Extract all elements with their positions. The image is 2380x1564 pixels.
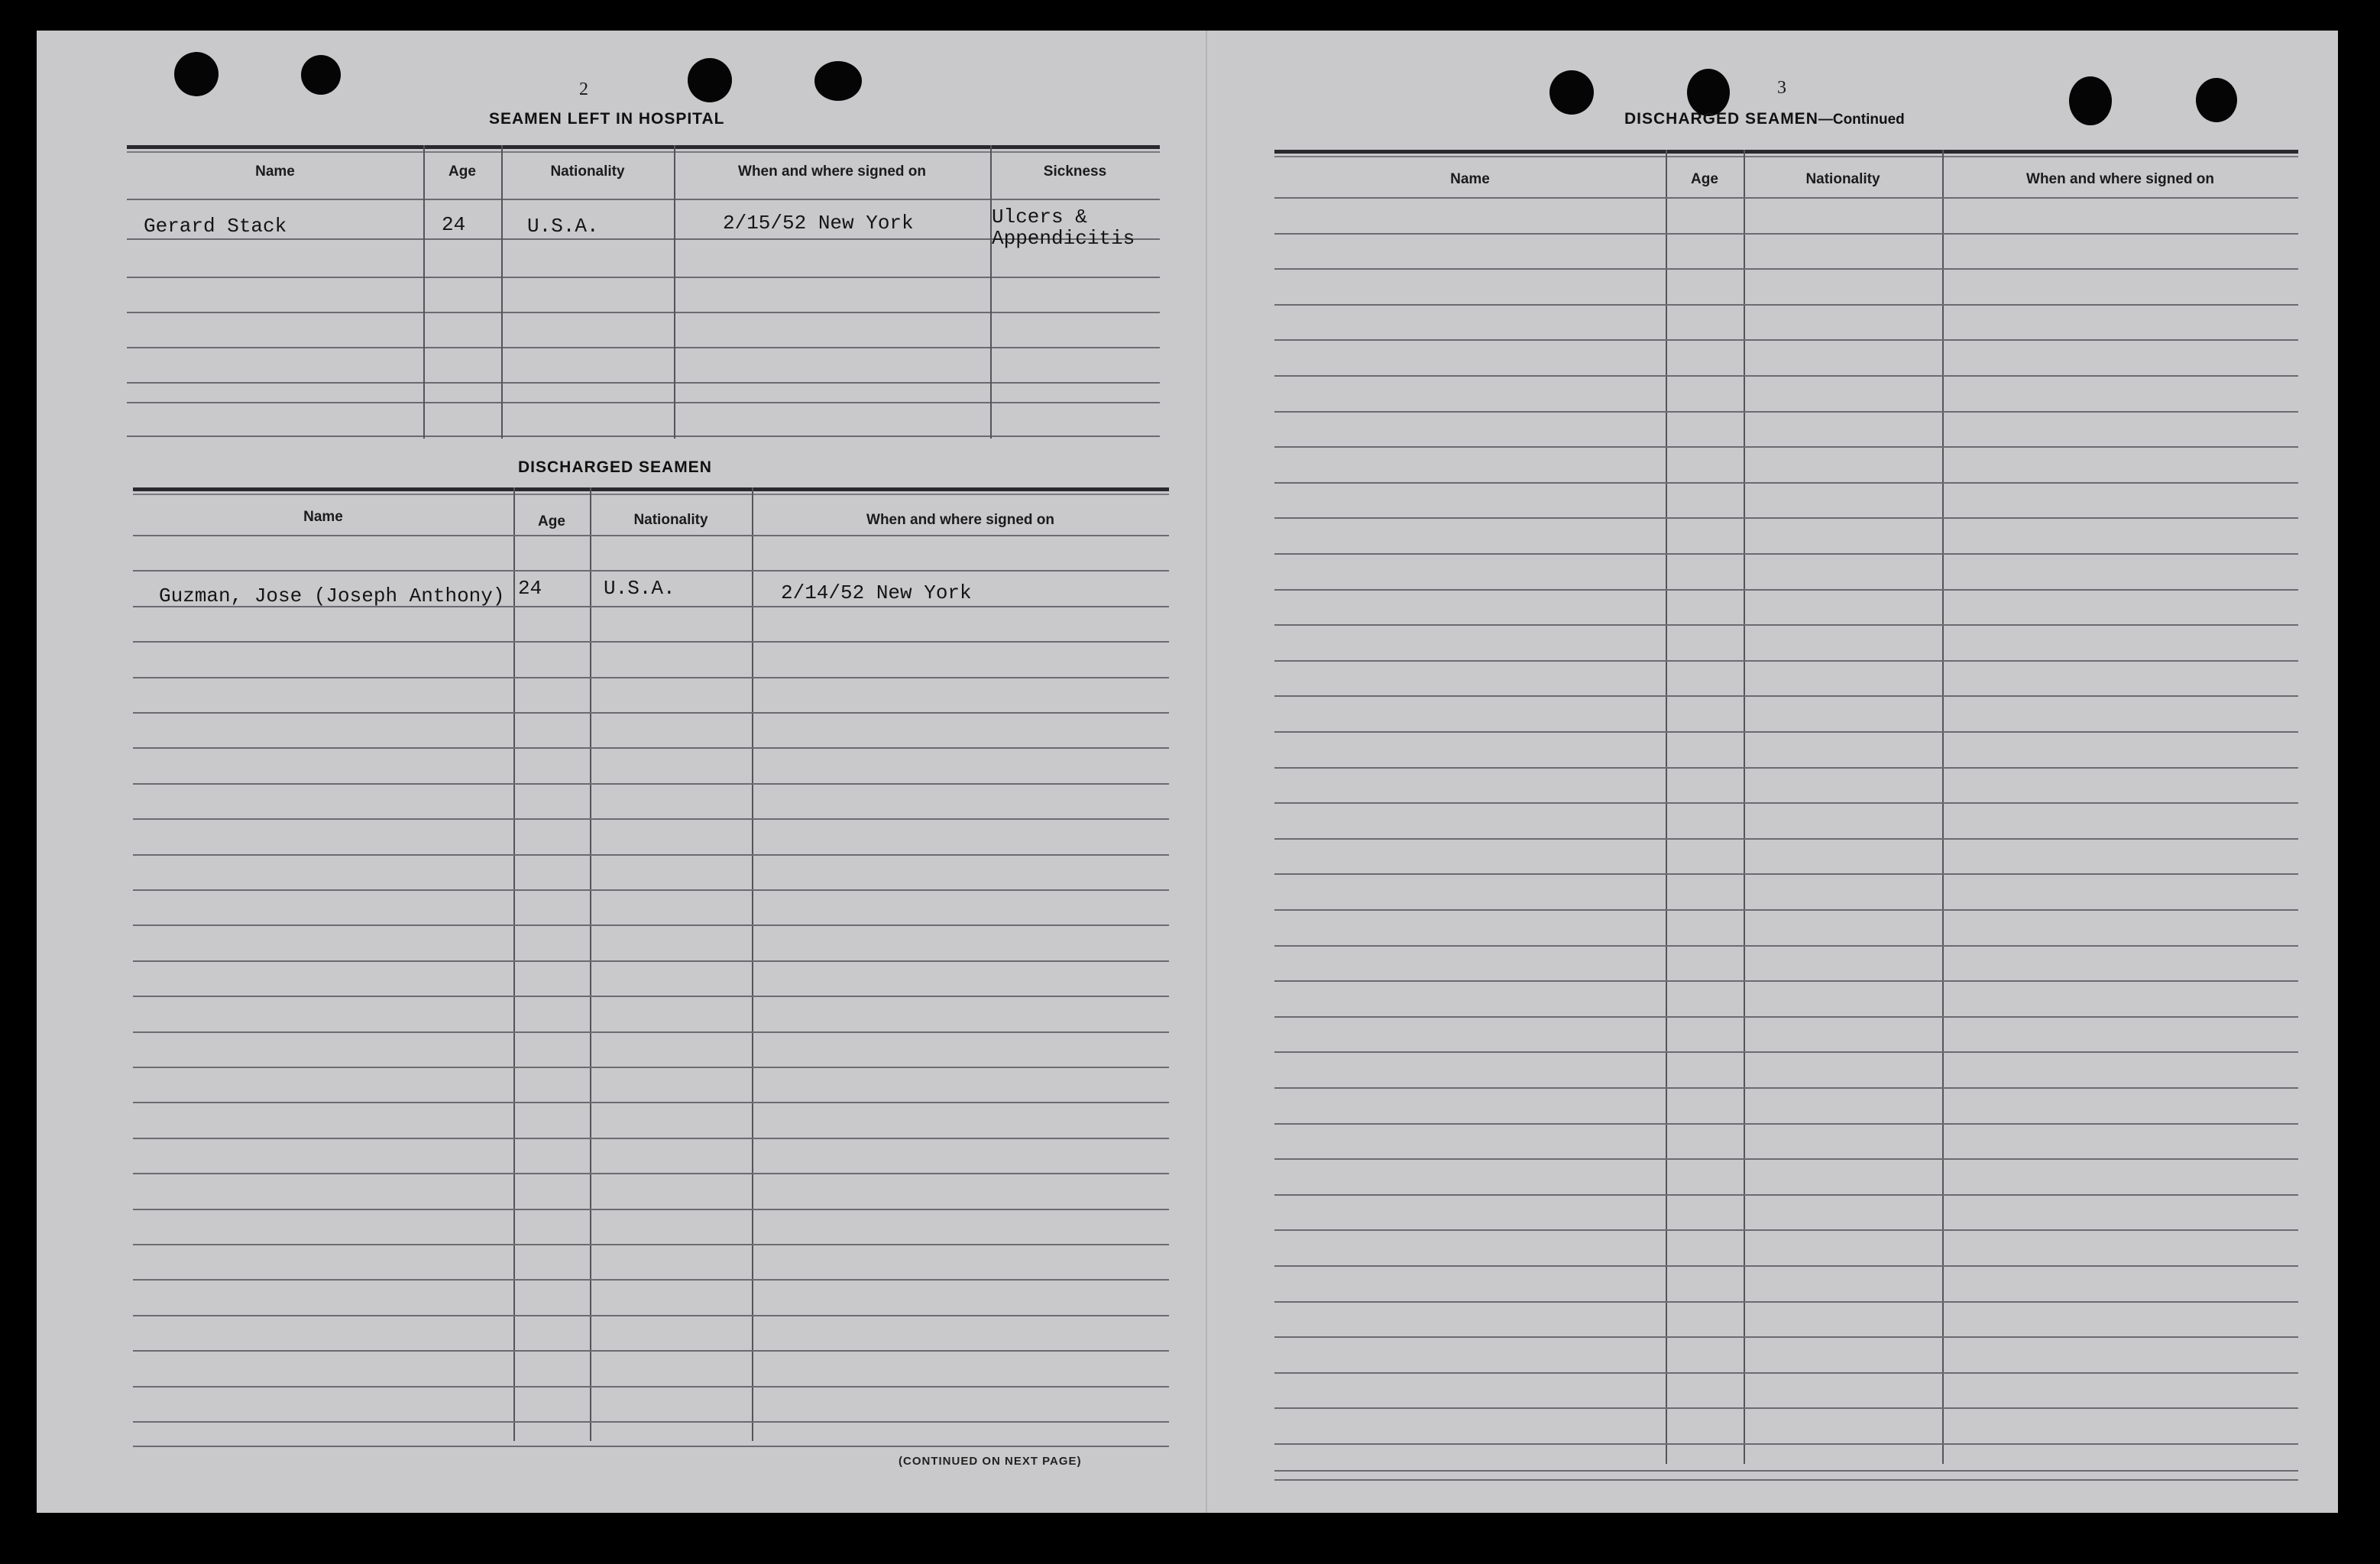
ruled-line <box>133 641 1169 643</box>
ruled-line <box>1274 1336 2298 1338</box>
ruled-line <box>133 677 1169 678</box>
ruled-line <box>133 1067 1169 1068</box>
ruled-line <box>133 1386 1169 1388</box>
ruled-line <box>133 1279 1169 1281</box>
ruled-line <box>1274 1051 2298 1053</box>
ruled-line <box>133 1350 1169 1352</box>
punch-hole <box>814 61 862 101</box>
ruled-line <box>1274 1443 2298 1445</box>
ruled-line <box>133 1138 1169 1139</box>
ruled-line <box>133 1315 1169 1316</box>
punch-hole <box>2196 78 2237 122</box>
ruled-line <box>1274 1372 2298 1374</box>
ruled-line <box>1274 197 2298 199</box>
ruled-line <box>133 818 1169 820</box>
punch-hole <box>301 55 341 95</box>
ruled-line <box>133 1031 1169 1033</box>
continued-footer: (CONTINUED ON NEXT PAGE) <box>899 1455 1082 1468</box>
ruled-line <box>1274 1194 2298 1196</box>
ruled-line <box>1274 802 2298 804</box>
ruled-line <box>1274 838 2298 840</box>
ruled-line <box>133 1209 1169 1210</box>
ruled-line <box>133 535 1169 536</box>
ruled-line <box>1274 233 2298 235</box>
ruled-line <box>133 783 1169 785</box>
ruled-line <box>133 1244 1169 1245</box>
punch-hole <box>2069 76 2112 125</box>
ruled-line <box>1274 731 2298 733</box>
hospital-row-age: 24 <box>442 213 466 236</box>
hospital-row-sickness-line2: Appendicitis <box>992 227 1135 250</box>
ruled-line <box>1274 1479 2298 1481</box>
ruled-line <box>1274 695 2298 697</box>
hospital-header-name: Name <box>255 164 295 180</box>
discharged-header-name: Name <box>303 509 343 525</box>
hospital-row-signed-on: 2/15/52 New York <box>723 212 914 235</box>
ruled-line <box>1274 268 2298 270</box>
ruled-line <box>1274 1123 2298 1125</box>
ruled-line <box>1274 1470 2298 1472</box>
ruled-line <box>1274 411 2298 413</box>
ruled-line <box>1274 1087 2298 1089</box>
page-number-right: 3 <box>1777 78 1786 98</box>
discharged-row-signed-on: 2/14/52 New York <box>781 581 972 604</box>
discharged-table <box>133 487 1169 1481</box>
continued-title-suffix: —Continued <box>1818 112 1905 128</box>
hospital-header-sickness: Sickness <box>1043 164 1107 180</box>
ruled-line <box>1274 767 2298 769</box>
ruled-line <box>1274 589 2298 591</box>
ruled-line <box>1274 517 2298 519</box>
continued-title-main: DISCHARGED SEAMEN <box>1624 110 1818 128</box>
ruled-line <box>1274 624 2298 626</box>
discharged-header-signed-on: When and where signed on <box>866 512 1054 528</box>
punch-hole <box>174 52 219 96</box>
hospital-header-signed-on: When and where signed on <box>738 164 926 180</box>
ruled-line <box>133 854 1169 856</box>
continued-header-signed-on: When and where signed on <box>2026 171 2214 187</box>
hospital-row-nationality: U.S.A. <box>527 215 599 238</box>
ruled-line <box>1274 1265 2298 1267</box>
ruled-line <box>133 996 1169 997</box>
discharged-header-age: Age <box>538 513 565 529</box>
continued-section-title <box>1624 110 1905 128</box>
punch-hole <box>688 58 732 102</box>
ruled-line <box>1274 482 2298 484</box>
hospital-header-age: Age <box>448 164 476 180</box>
document-sheet <box>37 31 2338 1513</box>
ruled-line <box>133 1173 1169 1174</box>
continued-header-name: Name <box>1450 171 1490 187</box>
ruled-line <box>133 1446 1169 1447</box>
ruled-line <box>1274 1016 2298 1018</box>
ruled-line <box>133 712 1169 714</box>
ruled-line <box>133 1102 1169 1103</box>
ruled-line <box>1274 909 2298 911</box>
ruled-line <box>1274 1301 2298 1303</box>
ruled-line <box>133 747 1169 749</box>
ruled-line <box>1274 375 2298 377</box>
discharged-section-title: DISCHARGED SEAMEN <box>518 458 712 476</box>
ruled-line <box>1274 304 2298 306</box>
ruled-line <box>1274 1407 2298 1409</box>
page-fold <box>1206 31 1207 1513</box>
continued-header-nationality: Nationality <box>1805 171 1880 187</box>
discharged-continued-table <box>1274 150 2298 1479</box>
ruled-line <box>133 889 1169 891</box>
ruled-line <box>133 570 1169 572</box>
ruled-line <box>1274 553 2298 555</box>
ruled-line <box>133 960 1169 962</box>
ruled-line <box>1274 660 2298 662</box>
discharged-header-nationality: Nationality <box>633 512 708 528</box>
discharged-row-nationality: U.S.A. <box>604 577 675 600</box>
discharged-row-name: Guzman, Jose (Joseph Anthony) <box>159 584 505 607</box>
hospital-row-name: Gerard Stack <box>144 215 287 238</box>
continued-header-age: Age <box>1691 171 1718 187</box>
hospital-header-nationality: Nationality <box>550 164 625 180</box>
hospital-table <box>127 145 1160 443</box>
hospital-section-title: SEAMEN LEFT IN HOSPITAL <box>489 110 725 128</box>
page-number-left: 2 <box>579 79 588 99</box>
ruled-line <box>1274 980 2298 982</box>
ruled-line <box>1274 1229 2298 1231</box>
ruled-line <box>1274 1158 2298 1160</box>
ruled-line <box>133 1421 1169 1423</box>
hospital-row-sickness-line1: Ulcers & <box>992 206 1087 228</box>
ruled-line <box>1274 446 2298 448</box>
ruled-line <box>1274 945 2298 947</box>
ruled-line <box>1274 873 2298 875</box>
punch-hole <box>1549 70 1594 115</box>
punch-hole <box>1687 69 1730 116</box>
discharged-row-age: 24 <box>518 577 542 600</box>
ruled-line <box>133 924 1169 926</box>
ruled-line <box>1274 339 2298 341</box>
